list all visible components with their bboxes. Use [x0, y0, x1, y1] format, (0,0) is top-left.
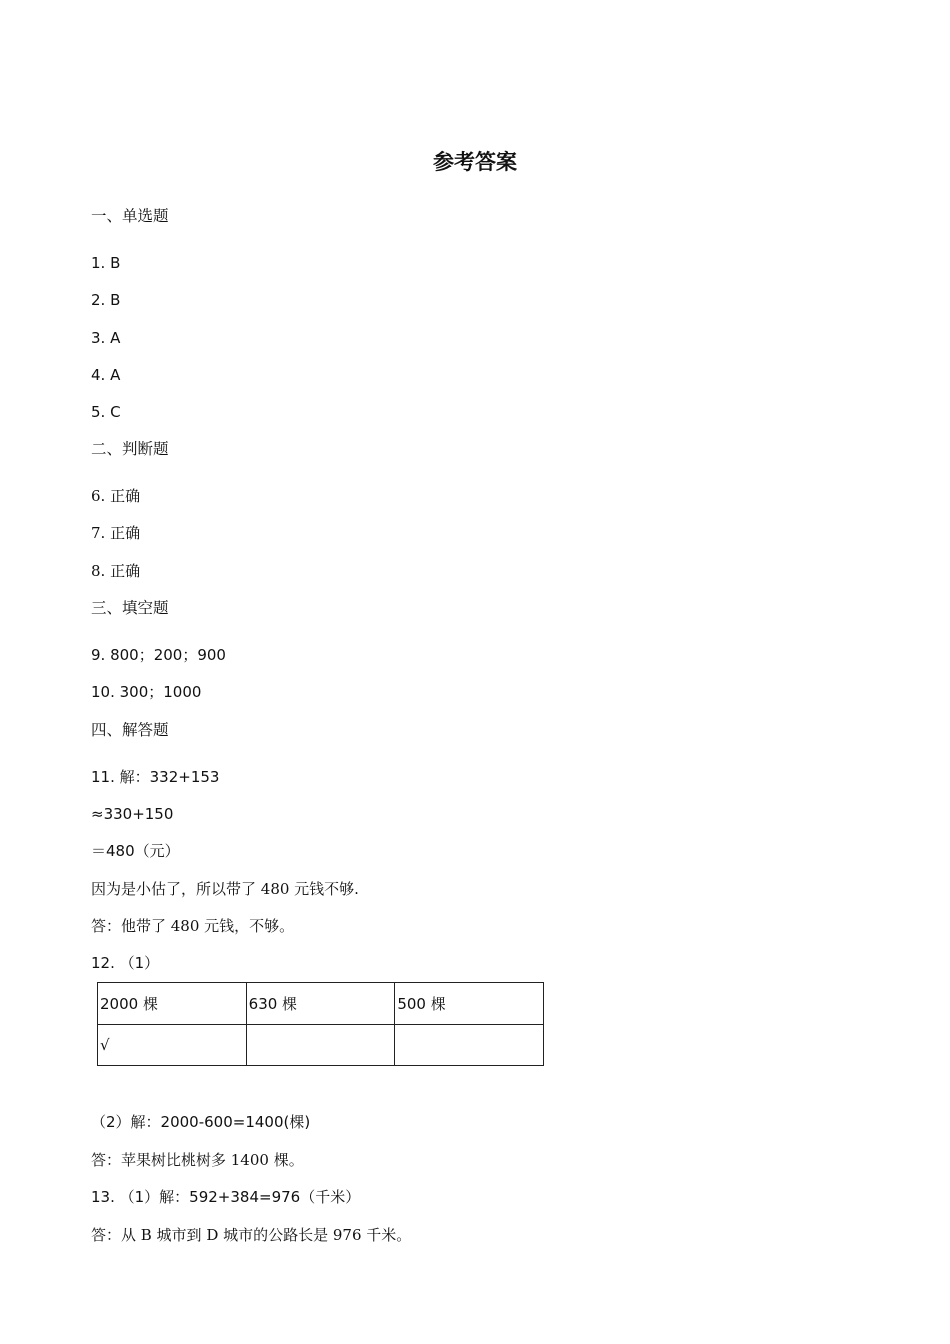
- answer-3: 3. A: [91, 329, 121, 347]
- answer-9: 9. 800；200；900: [91, 646, 226, 664]
- table-row: [98, 983, 544, 1025]
- section-heading-single-choice: 一、单选题: [91, 207, 169, 225]
- answer-2: 2. B: [91, 291, 121, 309]
- answer-11-line-2: ≈330+150: [91, 805, 174, 823]
- answer-13-line-2: 答：从 B 城市到 D 城市的公路长是 976 千米。: [91, 1226, 412, 1244]
- answer-11-line-1: 11. 解：332+153: [91, 768, 220, 786]
- answer-5: 5. C: [91, 403, 121, 421]
- table-cell: 2000 棵: [98, 983, 247, 1025]
- answer-7: 7. 正确: [91, 524, 141, 542]
- section-heading-solutions: 四、解答题: [91, 721, 169, 739]
- answer-12-table: [97, 982, 544, 1066]
- table-cell: 630 棵: [246, 983, 395, 1025]
- section-heading-fill-blank: 三、填空题: [91, 599, 169, 617]
- answer-11-line-4: 因为是小估了，所以带了 480 元钱不够.: [91, 880, 359, 898]
- answer-8: 8. 正确: [91, 562, 141, 580]
- answer-11-line-5: 答：他带了 480 元钱，不够。: [91, 917, 295, 935]
- answer-12-line-1: 12. （1）: [91, 954, 160, 972]
- answer-13-line-1: 13. （1）解：592+384=976（千米）: [91, 1188, 361, 1206]
- table-cell: √: [98, 1024, 247, 1066]
- table-row: [98, 1024, 544, 1066]
- answer-10: 10. 300；1000: [91, 683, 202, 701]
- table-cell: [395, 1024, 544, 1066]
- page-title: 参考答案: [433, 150, 517, 174]
- table-cell: [246, 1024, 395, 1066]
- answer-6: 6. 正确: [91, 487, 141, 505]
- answer-1: 1. B: [91, 254, 121, 272]
- answer-4: 4. A: [91, 366, 121, 384]
- answer-12-line-2: （2）解：2000-600=1400(棵): [91, 1113, 311, 1131]
- section-heading-true-false: 二、判断题: [91, 440, 169, 458]
- answer-12-line-3: 答：苹果树比桃树多 1400 棵。: [91, 1151, 304, 1169]
- table-cell: 500 棵: [395, 983, 544, 1025]
- answer-11-line-3: ＝480（元）: [91, 842, 180, 860]
